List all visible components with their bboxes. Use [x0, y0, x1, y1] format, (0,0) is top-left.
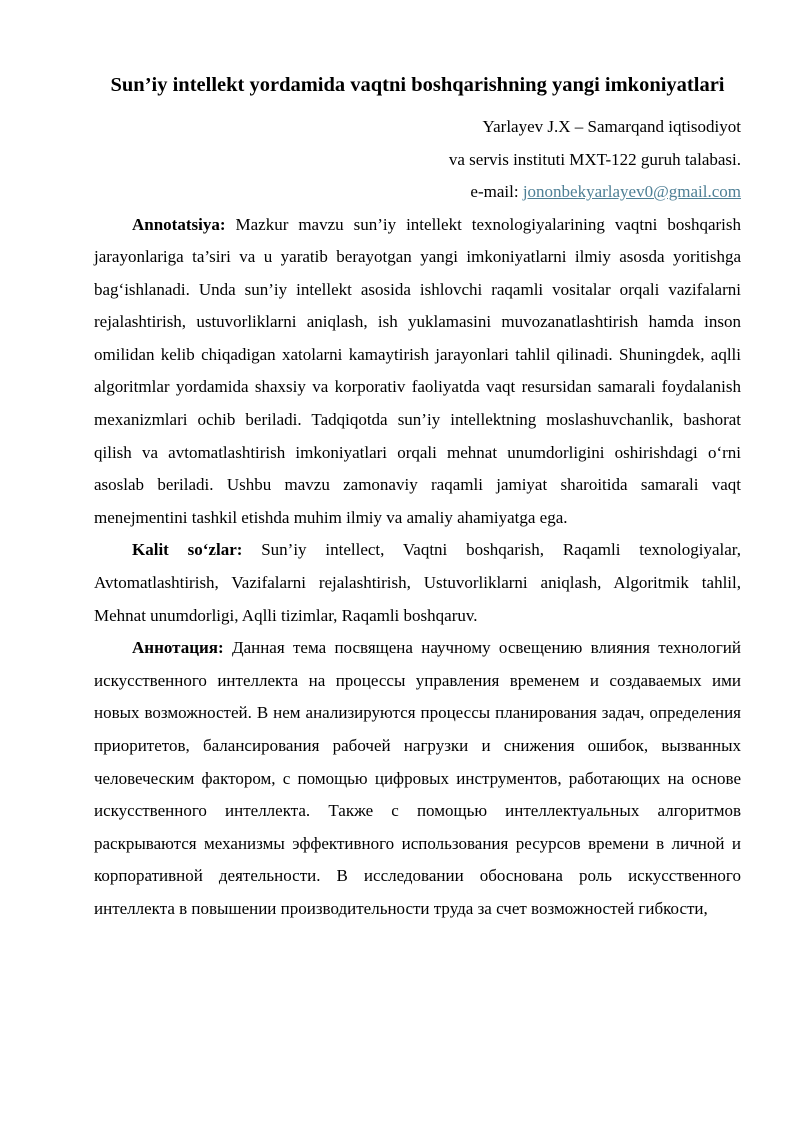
paragraph-annotatsiya [94, 209, 741, 535]
paragraph-annotaciya-ru [94, 632, 741, 925]
author-block [94, 111, 741, 209]
email-line [94, 176, 741, 209]
paragraph-annotaciya-ru-lead: Аннотация: [132, 638, 224, 658]
author-line-1: Yarlayev J.X – Samarqand iqtisodiyot [482, 117, 741, 136]
paragraph-keywords-text: Sun’iy intellect, Vaqtni boshqarish, Raqamli texnologiyalar, Avtomatlashtirish, Vazifalarni rejalashtirish, Ustuvorliklarni aniqlash, Algoritmik tahlil, Mehnat unumdorligi, Aqlli tizimlar, Raqamli boshqaruv. [94, 540, 741, 625]
email-label: e-mail: [470, 182, 523, 201]
page-title: Sun’iy intellekt yordamida vaqtni boshqarishning yangi imkoniyatlari [110, 74, 725, 96]
author-line-2: va servis instituti MXT-122 guruh talabasi. [448, 149, 741, 169]
paragraph-annotatsiya-lead: Annotatsiya: [132, 214, 226, 234]
paragraph-keywords-lead: Kalit so‘zlar: [132, 540, 243, 560]
paragraph-annotaciya-ru-text: Данная тема посвящена научному освещению влияния технологий искусственного интеллекта на процессы управления временем и создаваемых ими новых возможностей. В нем анализируются процессы планирования задач, определения приоритетов, балансирования рабочей нагрузки и снижения ошибок, вызванных человеческим фактором, с помощью цифровых инструментов, работающих на основе искусственного интеллекта. Также с помощью интеллектуальных алгоритмов раскрываются механизмы эффективного использования ресурсов времени в личной и корпоративной деятельности. В исследовании обоснована роль искусственного интеллекта в повышении производительности труда за счет возможностей гибкости, [94, 638, 741, 918]
email-link[interactable]: jononbekyarlayev0@gmail.com [522, 182, 741, 201]
paragraph-keywords [94, 534, 741, 632]
paragraph-annotatsiya-text: Mazkur mavzu sun’iy intellekt texnologiyalarining vaqtni boshqarish jarayonlariga ta’siri va u yaratib berayotgan yangi imkoniyatlarni ilmiy asosda yoritishga bag‘ishlanadi. Unda sun’iy intellekt asosida ishlovchi raqamli vositalar orqali vazifalarni rejalashtirish, ustuvorliklarni aniqlash, ish yuklamasini muvozanatlashtirish hamda inson omilidan kelib chiqadigan xatolarni kamaytirish jarayonlari tahlil qilinadi. Shuningdek, aqlli algoritmlar yordamida shaxsiy va korporativ faoliyatda vaqt resursidan samarali foydalanish mexanizmlari ochib beriladi. Tadqiqotda sun’iy intellektning moslashuvchanlik, bashorat qilish va avtomatlashtirish imkoniyatlari orqali mehnat unumdorligini oshirishdagi o‘rni asoslab beriladi. Ushbu mavzu zamonaviy raqamli jamiyat sharoitida samarali vaqt menejmentini tashkil etishda muhim ilmiy va amaliy ahamiyatga ega. [94, 214, 741, 527]
